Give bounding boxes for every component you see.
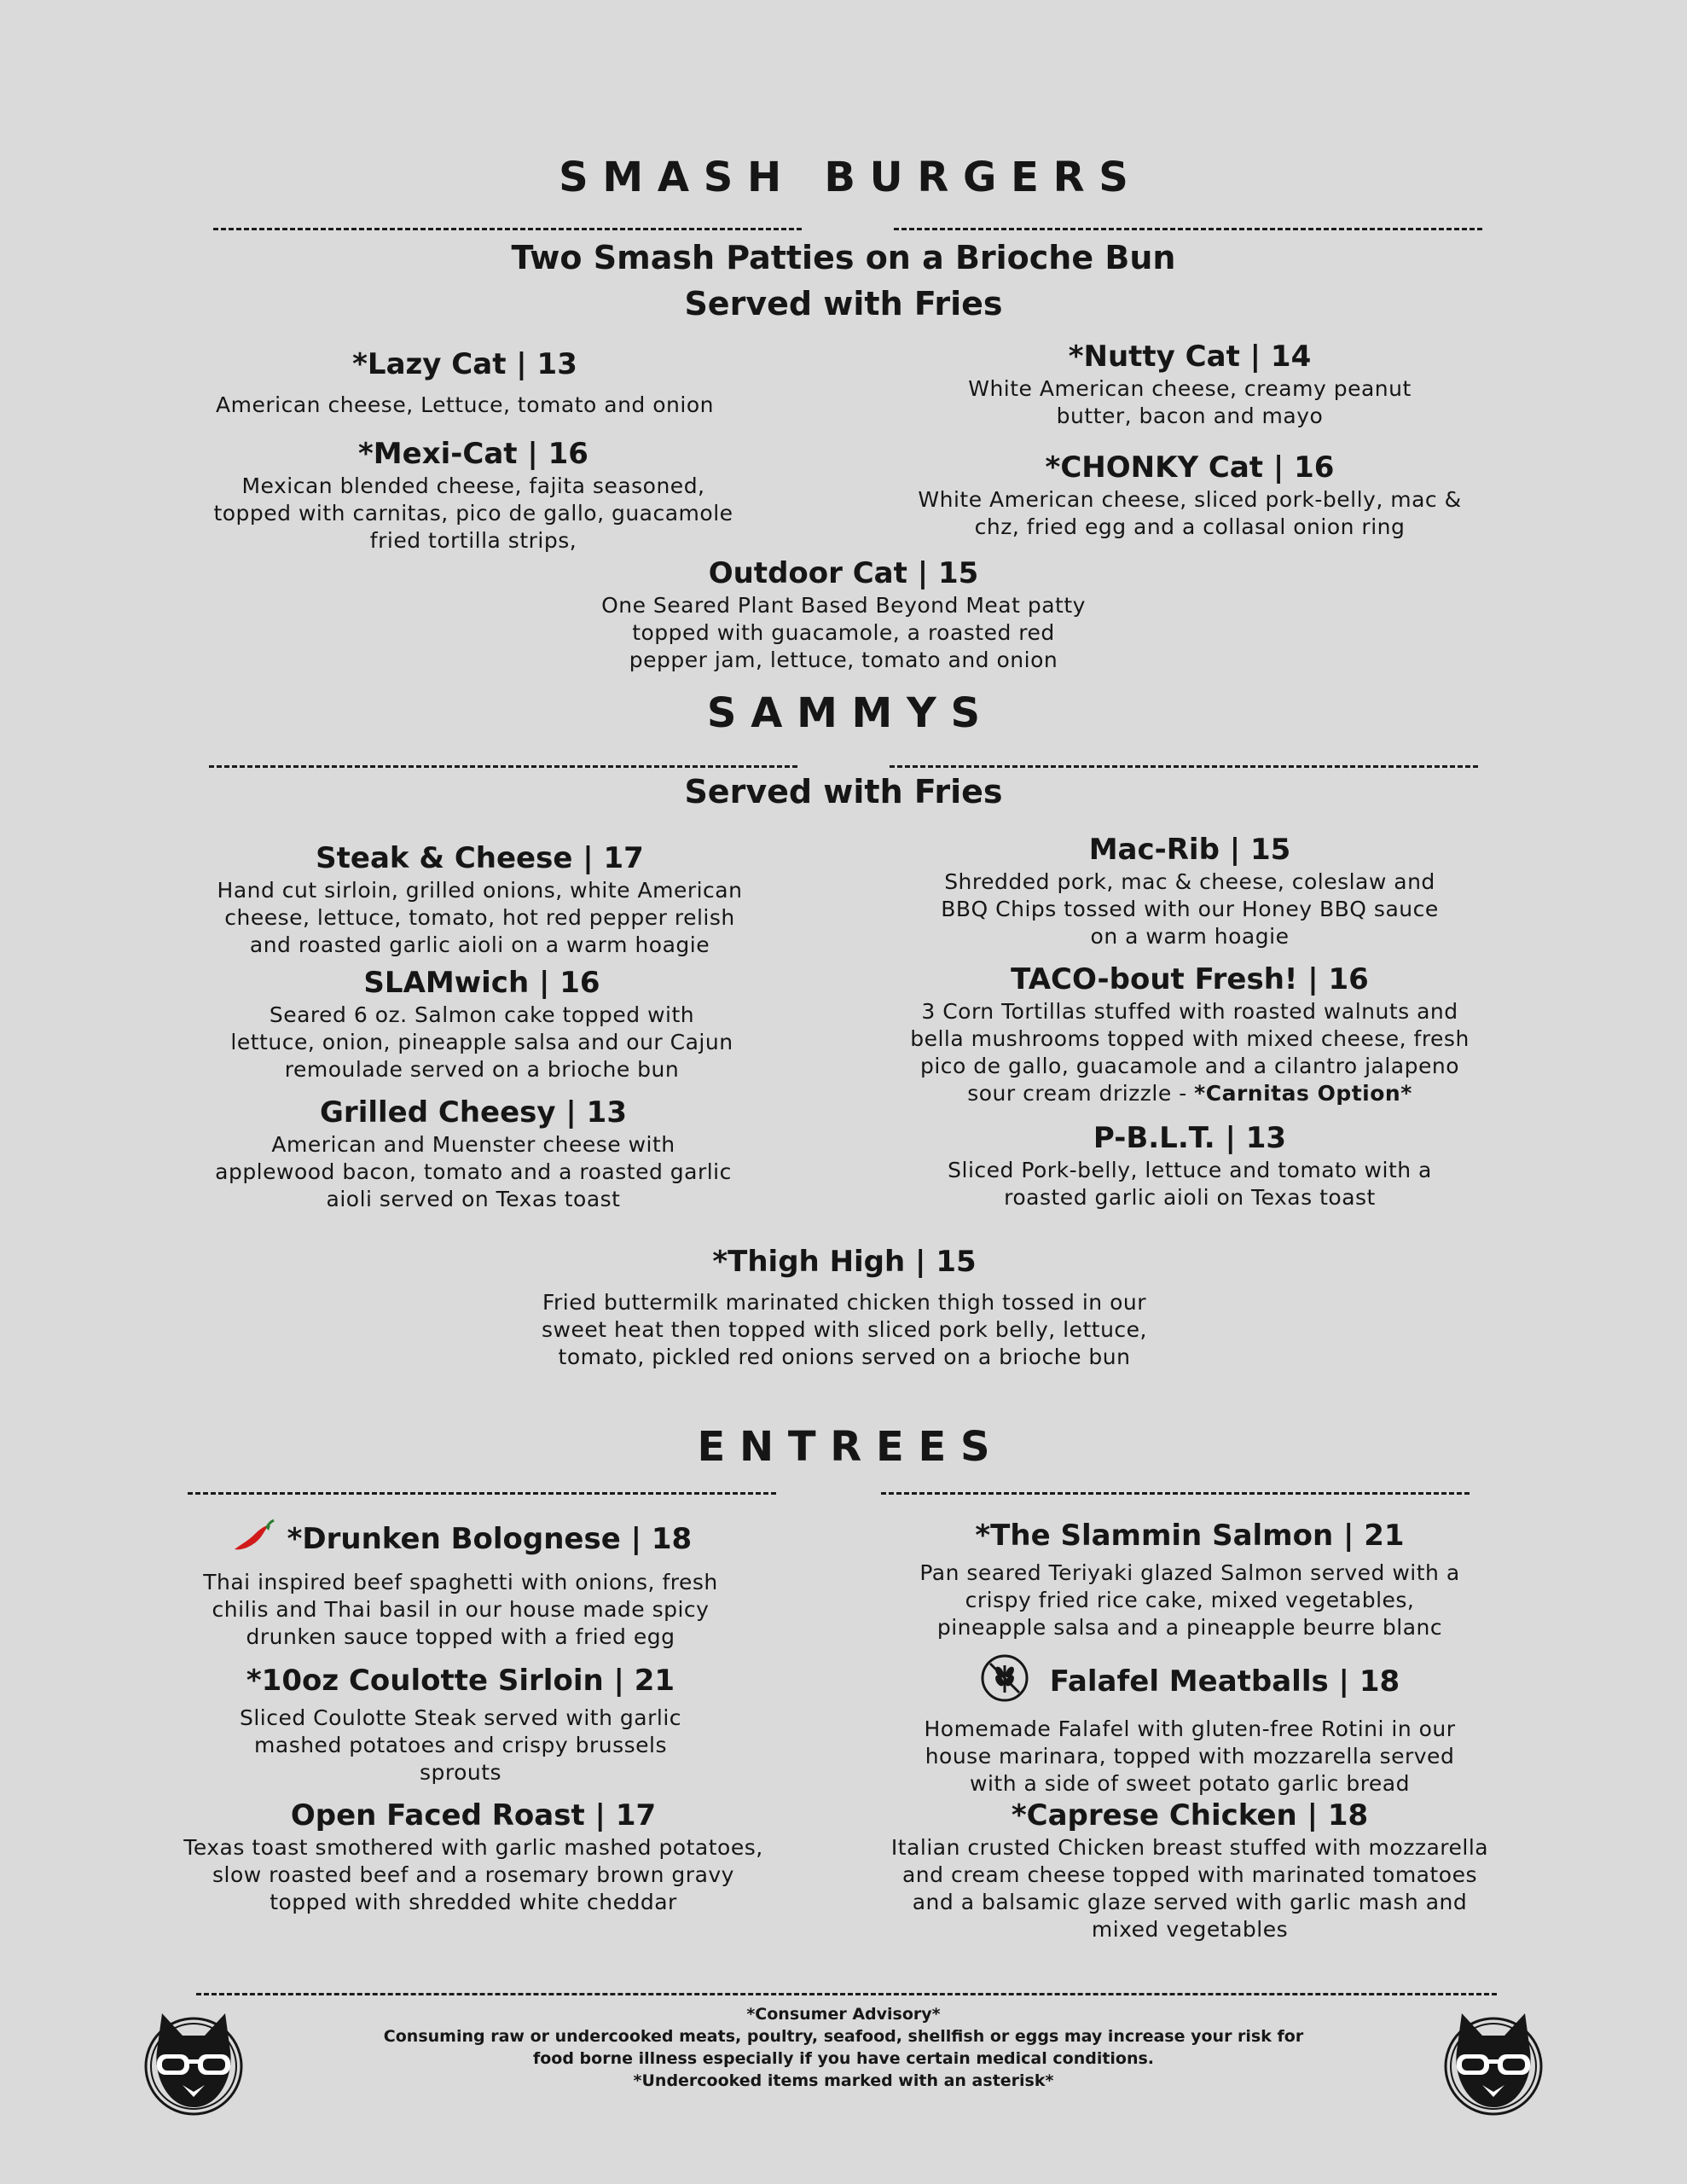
sammys-subheading: Served with Fries	[684, 773, 1003, 810]
menu-item-description: Shredded pork, mac & cheese, coleslaw and BBQ Chips tossed with our Honey BBQ sauce on a warm hoagie	[941, 869, 1439, 949]
menu-item-name-text: *Drunken Bolognese | 18	[287, 1522, 693, 1556]
menu-item-description: American cheese, Lettuce, tomato and onion	[216, 392, 714, 417]
menu-item-name: Mac-Rib | 15	[1088, 833, 1291, 867]
menu-item-open-faced-roast	[179, 1797, 768, 1916]
menu-item-description: Fried buttermilk marinated chicken thigh tossed in our sweet heat then topped with sliced pork belly, lettuce, tomato, pickled red onions served on a brioche bun	[541, 1290, 1148, 1369]
menu-item-chonky-cat	[917, 449, 1463, 541]
menu-item-name: Grilled Cheesy | 13	[320, 1095, 627, 1130]
smash-subheading: Served with Fries	[684, 285, 1003, 322]
gluten-free-icon	[980, 1653, 1029, 1712]
menu-item-description: Seared 6 oz. Salmon cake topped with lettuce, onion, pineapple salsa and our Cajun remoulade served on a brioche bun	[230, 1002, 733, 1082]
sammys-title: S A M M Y S	[706, 689, 981, 737]
menu-item-name: Steak & Cheese | 17	[316, 841, 644, 875]
menu-item-description: Thai inspired beef spaghetti with onions, fresh chilis and Thai basil in our house made spicy drunken sauce topped with a fried egg	[203, 1570, 718, 1649]
menu-item-name: *10oz Coulotte Sirloin | 21	[246, 1664, 675, 1698]
footer-divider	[196, 1993, 1497, 1995]
menu-item-lazy-cat	[196, 346, 733, 419]
menu-item-drunken-bolognese	[179, 1517, 742, 1651]
menu-item-description: Hand cut sirloin, grilled onions, white American cheese, lettuce, tomato, hot red pepper relish and roasted garlic aioli on a warm hoagie	[217, 878, 743, 957]
menu-item-description: White American cheese, creamy peanut butter, bacon and mayo	[968, 376, 1412, 428]
advisory-heading: *Consumer Advisory*	[746, 2005, 941, 2024]
menu-item-outdoor-cat	[592, 555, 1095, 674]
menu-item-thigh-high	[520, 1243, 1168, 1371]
carnitas-option-note: *Carnitas Option*	[1194, 1081, 1412, 1106]
divider	[213, 228, 802, 230]
smash-burgers-title: S M A S H B U R G E R S	[559, 154, 1128, 201]
menu-item-description: One Seared Plant Based Beyond Meat patty topped with guacamole, a roasted red pepper jam, lettuce, tomato and onion	[601, 593, 1086, 672]
divider	[890, 765, 1478, 768]
menu-item-name: Open Faced Roast | 17	[290, 1798, 657, 1833]
menu-item-name: Outdoor Cat | 15	[708, 556, 979, 590]
menu-item-description: Homemade Falafel with gluten-free Rotini in our house marinara, topped with mozzarella served with a side of sweet potato garlic bread	[924, 1716, 1456, 1796]
menu-item-name: *CHONKY Cat | 16	[1045, 450, 1335, 485]
menu-item-name: P-B.L.T. | 13	[1093, 1121, 1287, 1155]
menu-item-name: *Nutty Cat | 14	[1068, 340, 1312, 374]
menu-item-name: *The Slammin Salmon | 21	[975, 1519, 1405, 1553]
divider	[209, 765, 797, 768]
menu-item-p-blt	[925, 1119, 1454, 1211]
menu-item-name: *Lazy Cat | 13	[352, 347, 577, 381]
menu-item-description: Mexican blended cheese, fajita seasoned, topped with carnitas, pico de gallo, guacamole fried tortilla strips,	[213, 473, 733, 553]
advisory-text: Consuming raw or undercooked meats, poultry, seafood, shellfish or eggs may increase your risk for	[383, 2027, 1304, 2046]
menu-item-steak-cheese	[205, 839, 755, 959]
menu-item-name: TACO-bout Fresh! | 16	[1011, 962, 1369, 996]
chili-pepper-icon	[229, 1517, 277, 1564]
menu-item-description: White American cheese, sliced pork-belly, mac & chz, fried egg and a collasal onion ring	[918, 487, 1462, 539]
menu-item-description: Pan seared Teriyaki glazed Salmon served with a crispy fried rice cake, mixed vegetables, pineapple salsa and a pineapple beurre blanc	[919, 1560, 1460, 1640]
advisory-text: food borne illness especially if you have certain medical conditions.	[532, 2049, 1155, 2068]
cat-sunglasses-logo	[138, 2007, 249, 2117]
menu-item-description	[904, 998, 1475, 1107]
menu-item-name: SLAMwich | 16	[363, 966, 600, 1000]
menu-item-mexi-cat	[213, 435, 733, 555]
smash-subheading: Two Smash Patties on a Brioche Bun	[511, 239, 1176, 276]
menu-item-caprese-chicken	[887, 1797, 1493, 1943]
menu-item-name: *Caprese Chicken | 18	[1011, 1798, 1369, 1833]
menu-item-description: Texas toast smothered with garlic mashed potatoes, slow roasted beef and a rosemary brown gravy topped with shredded white cheddar	[183, 1835, 763, 1914]
menu-item-slamwich	[230, 964, 733, 1083]
menu-item-name	[179, 1517, 742, 1564]
divider	[188, 1492, 776, 1495]
cat-sunglasses-logo	[1438, 2007, 1549, 2117]
menu-item-name: *Mexi-Cat | 16	[358, 437, 588, 471]
divider	[894, 228, 1482, 230]
menu-item-mac-rib	[934, 831, 1446, 950]
menu-item-name-text: Falafel Meatballs | 18	[1049, 1664, 1400, 1699]
menu-item-name	[908, 1653, 1471, 1712]
entrees-title: E N T R E E S	[697, 1423, 990, 1471]
menu-item-description-text: 3 Corn Tortillas stuffed with roasted walnuts and bella mushrooms topped with mixed cheese, fresh pico de gallo, guacamole and a cilantro jalapeno sour cream drizzle -	[910, 999, 1470, 1106]
menu-item-taco-bout-fresh	[904, 961, 1475, 1107]
menu-item-slammin-salmon	[913, 1517, 1467, 1641]
consumer-advisory	[256, 2003, 1431, 2092]
menu-item-grilled-cheesy	[213, 1094, 733, 1213]
menu-item-coulotte-sirloin	[222, 1662, 699, 1786]
menu-item-falafel-meatballs	[908, 1653, 1471, 1798]
menu-item-nutty-cat	[951, 338, 1429, 430]
menu-item-description: American and Muenster cheese with applewood bacon, tomato and a roasted garlic aioli served on Texas toast	[215, 1132, 732, 1211]
advisory-note: *Undercooked items marked with an asterisk*	[633, 2071, 1054, 2090]
menu-item-name: *Thigh High | 15	[712, 1245, 977, 1279]
menu-item-description: Italian crusted Chicken breast stuffed with mozzarella and cream cheese topped with marinated tomatoes and a balsamic glaze served with garlic mash and mixed vegetables	[890, 1835, 1489, 1942]
menu-item-description: Sliced Coulotte Steak served with garlic mashed potatoes and crispy brussels sprouts	[239, 1705, 682, 1785]
menu-item-description: Sliced Pork-belly, lettuce and tomato with a roasted garlic aioli on Texas toast	[948, 1158, 1432, 1210]
divider	[881, 1492, 1470, 1495]
